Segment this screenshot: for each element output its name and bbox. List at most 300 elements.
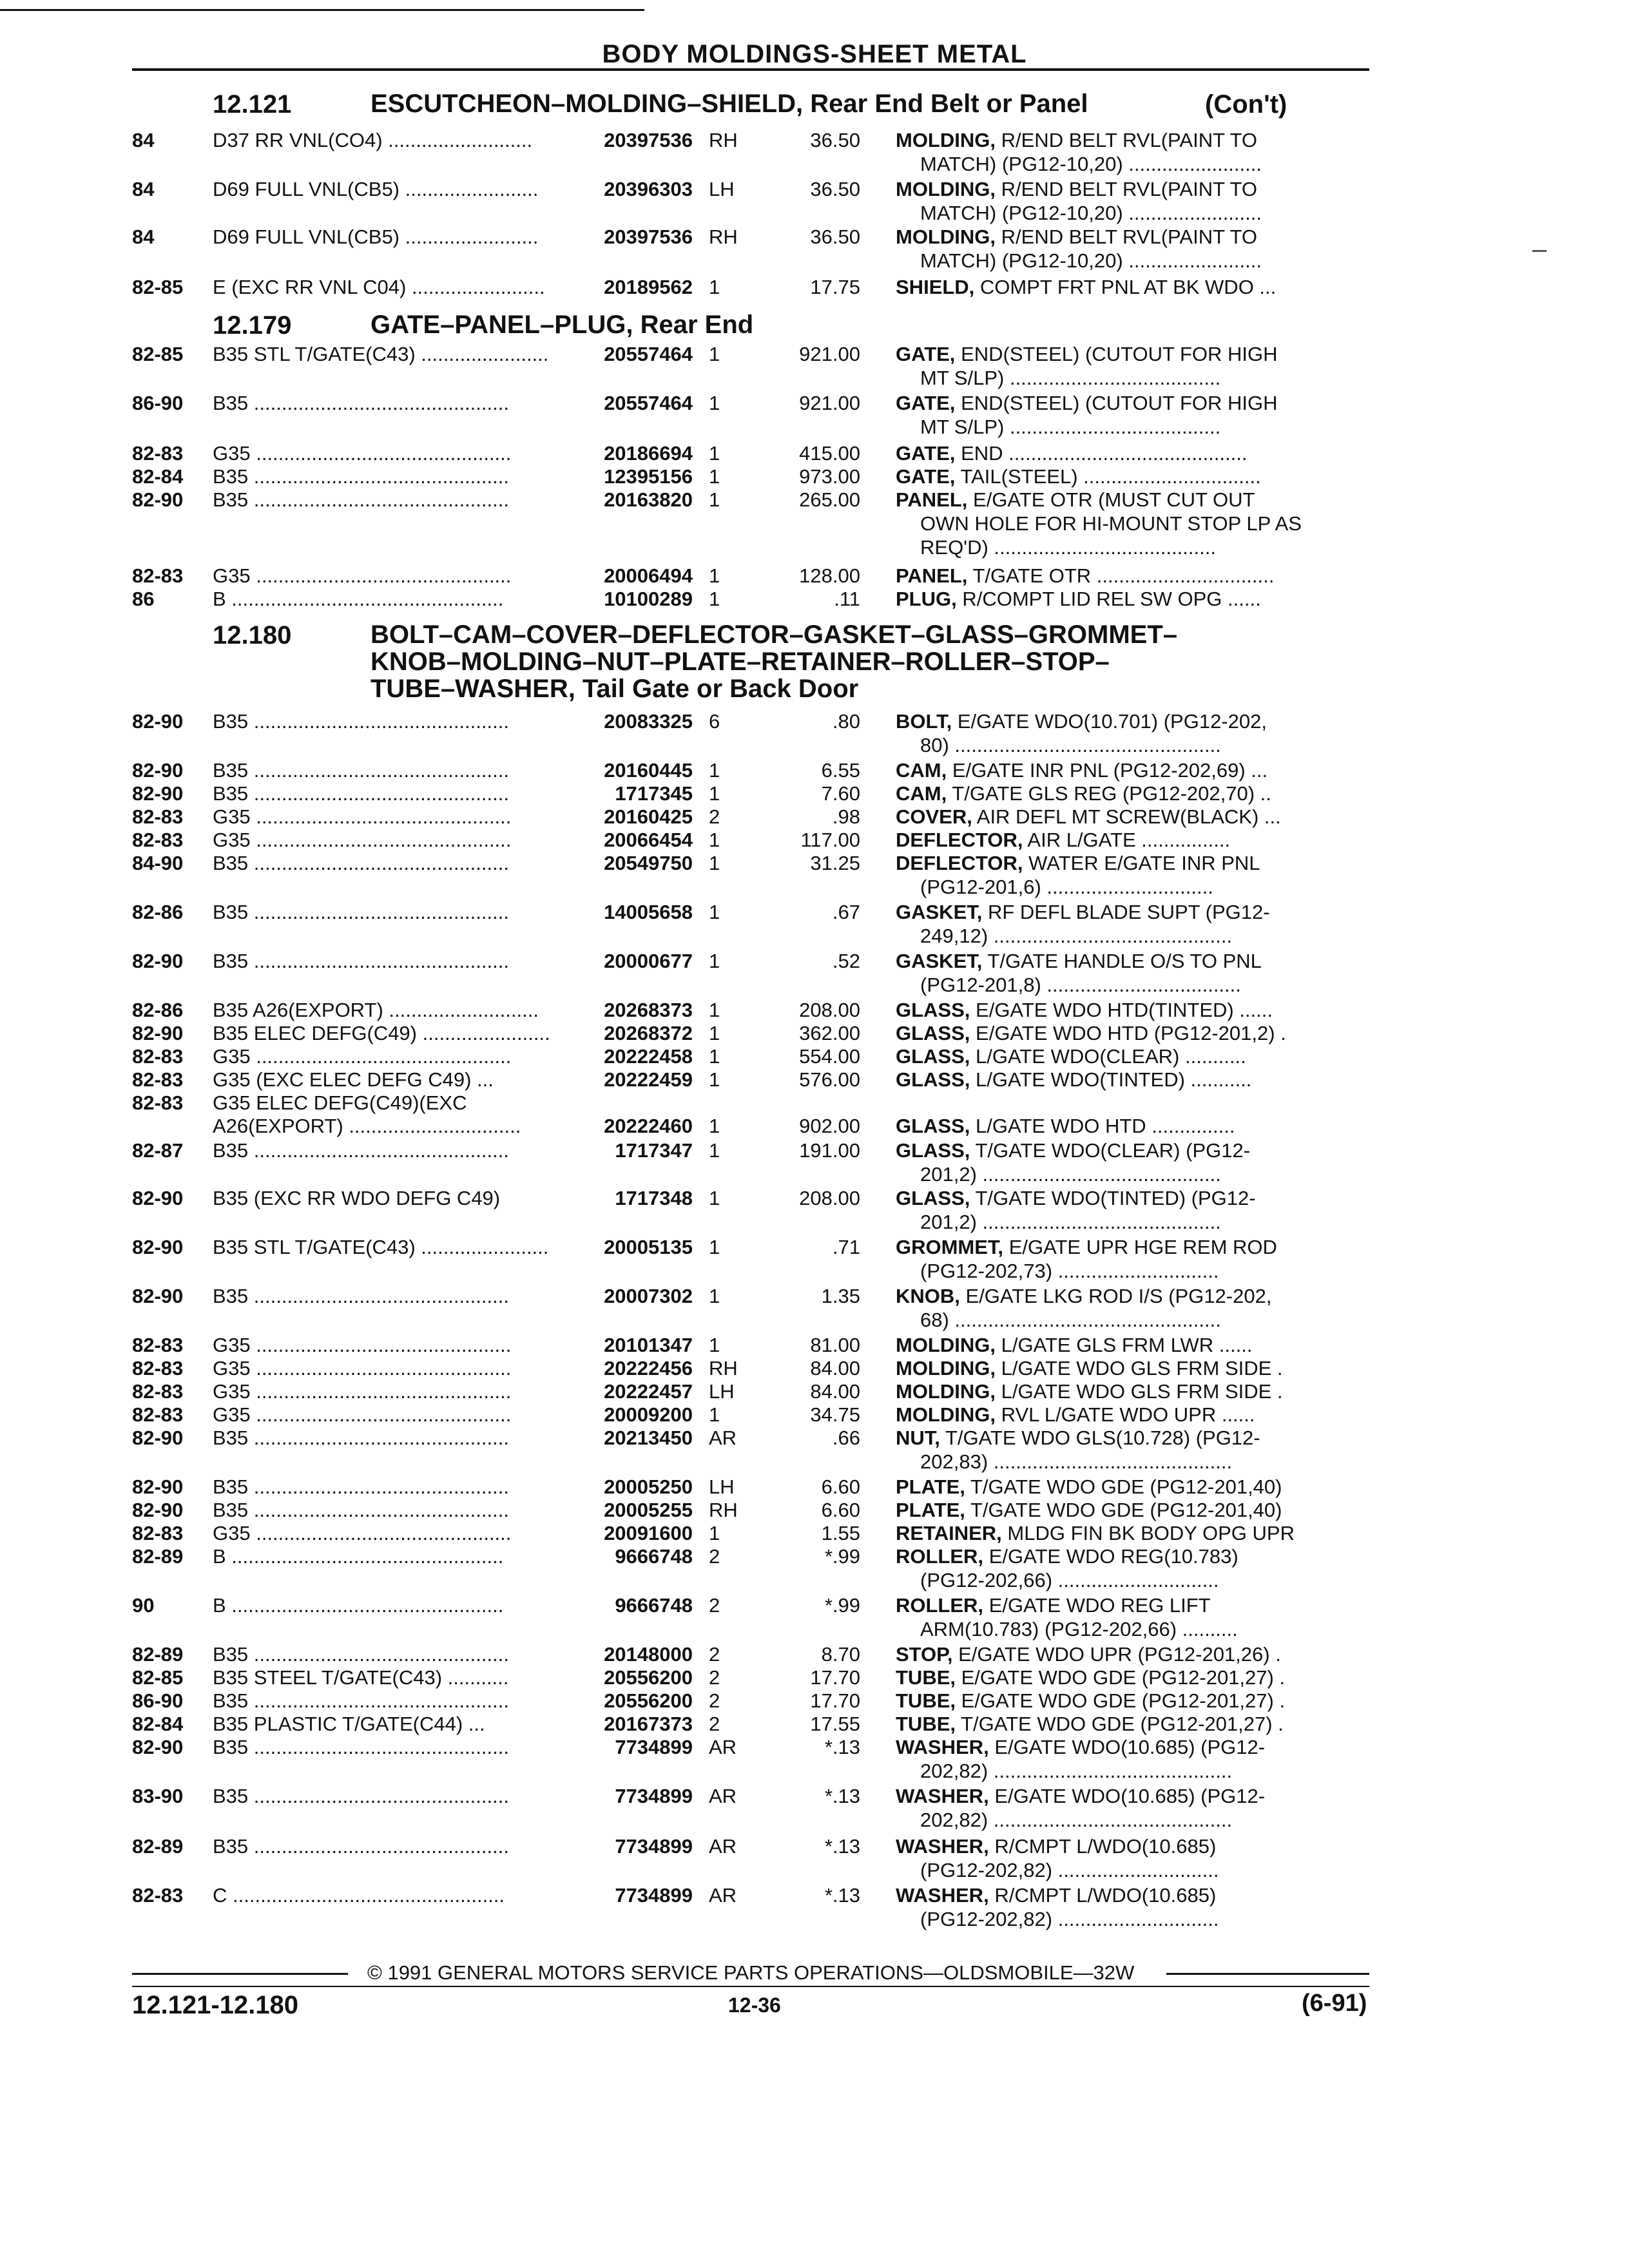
- parts-row: [0, 1334, 1629, 1358]
- price: .80: [832, 710, 860, 733]
- section-title: [371, 311, 753, 338]
- model-description: B35 ..............................................: [213, 488, 509, 511]
- model-years: 82-85: [132, 1666, 184, 1689]
- part-description-line: [896, 178, 1369, 201]
- part-description-text: E/GATE OTR (MUST CUT OUT: [973, 488, 1255, 511]
- part-number: 20213450: [604, 1427, 693, 1449]
- quantity: 1: [709, 999, 720, 1021]
- part-number: 7734899: [615, 1884, 693, 1907]
- model-description: B35 ..............................................: [213, 1499, 509, 1521]
- margin-mark: [1532, 250, 1547, 252]
- price: 208.00: [799, 999, 860, 1021]
- part-description-text: MLDG FIN BK BODY OPG UPR: [1007, 1522, 1295, 1544]
- page-header-title: BODY MOLDINGS-SHEET METAL: [602, 40, 1027, 68]
- price: 84.00: [810, 1380, 860, 1403]
- part-description-text: AIR L/GATE ................: [1027, 829, 1231, 851]
- part-description-text: R/CMPT L/WDO(10.685): [994, 1835, 1217, 1858]
- model-description: B35 ..............................................: [213, 782, 509, 805]
- price: 117.00: [800, 829, 860, 851]
- model-years: 82-83: [132, 1522, 184, 1544]
- part-description-line: [896, 805, 1369, 829]
- part-description-line: 202,82) ...........................................: [920, 1809, 1233, 1831]
- part-number: 20222459: [604, 1068, 693, 1091]
- part-description-line: [896, 1045, 1369, 1068]
- part-name: NUT,: [896, 1427, 940, 1449]
- part-description-line: (PG12-201,8) ...................................: [920, 974, 1241, 996]
- section-title: [371, 90, 1088, 117]
- price: *.99: [824, 1545, 860, 1568]
- part-description-line: (PG12-202,66) .............................: [920, 1569, 1219, 1591]
- part-number: 20397536: [604, 226, 693, 248]
- model-years: 84-90: [132, 852, 184, 874]
- model-description: B35 ..............................................: [213, 1475, 509, 1498]
- quantity: 1: [709, 1285, 720, 1307]
- section-title-line: ESCUTCHEON–MOLDING–SHIELD, Rear End Belt or Panel: [371, 90, 1088, 118]
- part-name: GATE,: [896, 442, 956, 465]
- model-description: B35 ..............................................: [213, 759, 509, 782]
- model-description: B35 ..............................................: [213, 392, 509, 414]
- part-description-text: E/GATE LKG ROD I/S (PG12-202,: [965, 1285, 1272, 1307]
- part-name: BOLT,: [896, 710, 952, 733]
- parts-row: [0, 1115, 1629, 1139]
- quantity: LH: [709, 1475, 735, 1498]
- part-description-line: [896, 829, 1369, 852]
- part-description-line: 202,83) ...........................................: [920, 1450, 1233, 1473]
- model-years: 82-83: [132, 1045, 184, 1068]
- part-description-text: R/END BELT RVL(PAINT TO: [1001, 129, 1258, 151]
- part-number: 20268373: [604, 999, 693, 1021]
- price: 36.50: [810, 178, 860, 200]
- part-number: 1717348: [615, 1187, 693, 1209]
- quantity: 1: [709, 564, 720, 587]
- part-description-text: T/GATE WDO GDE (PG12-201,27) .: [961, 1713, 1284, 1735]
- part-description-text: E/GATE WDO GDE (PG12-201,27) .: [961, 1666, 1286, 1689]
- price: 921.00: [799, 343, 860, 365]
- part-number: 12395156: [604, 465, 693, 488]
- model-years: 82-85: [132, 276, 184, 298]
- part-number: 20000677: [604, 950, 693, 972]
- price: 34.75: [810, 1403, 860, 1426]
- quantity: 2: [709, 805, 720, 828]
- model-description: B35 ..............................................: [213, 1785, 509, 1807]
- part-number: 20163820: [604, 488, 693, 511]
- part-name: GATE,: [896, 343, 956, 365]
- model-description: G35 ..............................................: [213, 1522, 512, 1544]
- part-name: GLASS,: [896, 1068, 970, 1091]
- price: 902.00: [799, 1115, 860, 1137]
- price: 17.55: [810, 1713, 860, 1735]
- model-description: D37 RR VNL(CO4) ..........................: [213, 129, 533, 151]
- quantity: AR: [709, 1736, 737, 1758]
- quantity: 2: [709, 1643, 720, 1666]
- part-description-text: T/GATE WDO GDE (PG12-201,40): [970, 1499, 1282, 1521]
- part-name: GASKET,: [896, 901, 983, 923]
- part-name: WASHER,: [896, 1736, 989, 1758]
- quantity: 1: [709, 1068, 720, 1091]
- model-description: G35 ..............................................: [213, 1380, 512, 1403]
- part-name: DEFLECTOR,: [896, 829, 1023, 851]
- parts-row: [0, 276, 1629, 300]
- quantity: 1: [709, 782, 720, 805]
- part-description-line: [896, 1713, 1369, 1736]
- part-number: 1717347: [615, 1139, 693, 1162]
- part-description-line: [896, 759, 1369, 782]
- part-description-line: 201,2) ...........................................: [920, 1211, 1221, 1233]
- model-description: B35 PLASTIC T/GATE(C44) ...: [213, 1713, 485, 1735]
- price: 81.00: [810, 1334, 860, 1356]
- model-description: B35 STL T/GATE(C43) .......................: [213, 343, 549, 365]
- part-description-line: [896, 782, 1369, 805]
- part-number: 7734899: [615, 1785, 693, 1807]
- part-number: 10100289: [604, 588, 693, 610]
- model-years: 82-86: [132, 999, 184, 1021]
- price: 17.70: [810, 1689, 860, 1712]
- part-name: STOP,: [896, 1643, 953, 1666]
- part-number: 20009200: [604, 1403, 693, 1426]
- part-name: WASHER,: [896, 1785, 989, 1807]
- model-years: 82-84: [132, 465, 184, 488]
- part-number: 7734899: [615, 1736, 693, 1758]
- model-description: B .................................................: [213, 1545, 504, 1568]
- part-description-line: (PG12-202,82) .............................: [920, 1908, 1219, 1930]
- quantity: 2: [709, 1666, 720, 1689]
- part-name: GASKET,: [896, 950, 983, 972]
- quantity: 2: [709, 1689, 720, 1712]
- quantity: 1: [709, 829, 720, 851]
- part-description-line: MATCH) (PG12-10,20) ........................: [920, 249, 1262, 272]
- part-description-line: [896, 1499, 1369, 1522]
- parts-row: [0, 442, 1629, 466]
- part-name: PANEL,: [896, 488, 968, 511]
- part-number: 20160445: [604, 759, 693, 782]
- model-years: 84: [132, 226, 155, 248]
- price: 6.60: [821, 1499, 860, 1521]
- part-number: 9666748: [615, 1545, 693, 1568]
- part-description-line: [896, 1427, 1369, 1450]
- quantity: 1: [709, 1115, 720, 1137]
- part-description-line: (PG12-201,6) ..............................: [920, 876, 1213, 898]
- part-description-text: E/GATE WDO(10.685) (PG12-: [994, 1736, 1266, 1758]
- part-number: 20167373: [604, 1713, 693, 1735]
- parts-row: [0, 1236, 1629, 1282]
- quantity: 1: [709, 1139, 720, 1162]
- part-description-line: [896, 1475, 1369, 1499]
- parts-row: [0, 1187, 1629, 1233]
- part-number: 20148000: [604, 1643, 693, 1666]
- price: *.13: [824, 1785, 860, 1807]
- model-description: B35 ..............................................: [213, 1139, 509, 1162]
- part-name: TUBE,: [896, 1713, 956, 1735]
- part-description-text: R/END BELT RVL(PAINT TO: [1001, 226, 1258, 248]
- header-rule: [132, 68, 1369, 71]
- footer-copyright: © 1991 GENERAL MOTORS SERVICE PARTS OPERATIONS—OLDSMOBILE—32W: [367, 1961, 1135, 1984]
- quantity: 1: [709, 1522, 720, 1544]
- model-description: B35 ..............................................: [213, 1689, 509, 1712]
- part-description-line: (PG12-202,73) .............................: [920, 1260, 1219, 1282]
- part-description-line: [896, 1022, 1369, 1045]
- model-description: B35 ..............................................: [213, 1835, 509, 1858]
- section-number: 12.179: [213, 311, 292, 340]
- quantity: 1: [709, 1403, 720, 1426]
- parts-row: [0, 588, 1629, 612]
- part-description-line: [896, 1643, 1369, 1666]
- part-number: 20005250: [604, 1475, 693, 1498]
- part-description-text: WATER E/GATE INR PNL: [1028, 852, 1260, 874]
- part-name: CAM,: [896, 759, 947, 782]
- parts-row: [0, 226, 1629, 272]
- price: 208.00: [799, 1187, 860, 1209]
- model-years: 86-90: [132, 1689, 184, 1712]
- model-years: 82-90: [132, 1285, 184, 1307]
- part-description-line: [896, 852, 1369, 875]
- quantity: RH: [709, 226, 738, 248]
- part-name: GROMMET,: [896, 1236, 1004, 1258]
- model-description: E (EXC RR VNL C04) ........................: [213, 276, 545, 298]
- price: 1.55: [821, 1522, 860, 1544]
- part-number: 20556200: [604, 1689, 693, 1712]
- quantity: 1: [709, 1187, 720, 1209]
- quantity: 1: [709, 1236, 720, 1258]
- part-description-text: T/GATE WDO GLS(10.728) (PG12-: [945, 1427, 1260, 1449]
- model-years: 83-90: [132, 1785, 184, 1807]
- section-title-line: BOLT–CAM–COVER–DEFLECTOR–GASKET–GLASS–GROMMET–: [371, 620, 1178, 649]
- part-name: PLATE,: [896, 1475, 965, 1498]
- part-number: 20268372: [604, 1022, 693, 1044]
- part-number: 20222458: [604, 1045, 693, 1068]
- part-name: TUBE,: [896, 1666, 956, 1689]
- footer-rule-bottom: [132, 1986, 1369, 1987]
- part-description-line: REQ'D) ........................................: [920, 536, 1216, 559]
- part-name: GLASS,: [896, 1022, 970, 1044]
- section-number: 12.180: [213, 621, 292, 649]
- parts-row: [0, 1522, 1629, 1546]
- model-description: B35 STEEL T/GATE(C43) ...........: [213, 1666, 509, 1689]
- quantity: 2: [709, 1594, 720, 1617]
- part-description-line: [896, 950, 1369, 973]
- model-description: B .................................................: [213, 1594, 504, 1617]
- model-description: B35 ELEC DEFG(C49) .......................: [213, 1022, 550, 1044]
- price: 17.75: [810, 276, 860, 298]
- part-description-text: RVL L/GATE WDO UPR ......: [1001, 1403, 1255, 1426]
- section-title-line: GATE–PANEL–PLUG, Rear End: [371, 311, 754, 339]
- model-years: 82-89: [132, 1545, 184, 1568]
- part-description-line: 202,82) ...........................................: [920, 1760, 1233, 1782]
- part-name: ROLLER,: [896, 1594, 984, 1617]
- part-description-line: [896, 1884, 1369, 1907]
- part-description-text: T/GATE GLS REG (PG12-202,70) ..: [952, 782, 1271, 805]
- parts-row: [0, 1285, 1629, 1331]
- parts-row: [0, 759, 1629, 783]
- parts-row: [0, 1594, 1629, 1640]
- part-name: PLUG,: [896, 588, 957, 610]
- footer-page-number: 12-36: [728, 1994, 781, 2017]
- parts-row: [0, 1499, 1629, 1523]
- model-description: G35 ELEC DEFG(C49)(EXC: [213, 1091, 467, 1114]
- part-name: GLASS,: [896, 999, 970, 1021]
- price: 6.60: [821, 1475, 860, 1498]
- model-description: G35 ..............................................: [213, 1045, 512, 1068]
- quantity: RH: [709, 129, 738, 151]
- part-description-line: MT S/LP) ......................................: [920, 416, 1221, 438]
- part-name: PANEL,: [896, 564, 968, 587]
- model-description: B35 ..............................................: [213, 1285, 509, 1307]
- quantity: LH: [709, 178, 735, 200]
- part-description-line: [896, 1403, 1369, 1427]
- part-description-line: 249,12) ...........................................: [920, 925, 1233, 947]
- model-years: 82-83: [132, 442, 184, 465]
- model-years: 82-90: [132, 1427, 184, 1449]
- part-description-line: [896, 343, 1369, 366]
- part-number: 20556200: [604, 1666, 693, 1689]
- price: 921.00: [799, 392, 860, 414]
- part-description-text: E/GATE INR PNL (PG12-202,69) ...: [952, 759, 1268, 782]
- price: 17.70: [810, 1666, 860, 1689]
- parts-row: [0, 1022, 1629, 1046]
- section-title-line: KNOB–MOLDING–NUT–PLATE–RETAINER–ROLLER–STOP–: [371, 648, 1110, 676]
- model-years: 86: [132, 588, 155, 610]
- model-years: 82-90: [132, 782, 184, 805]
- part-description-line: [896, 1357, 1369, 1380]
- price: 36.50: [810, 129, 860, 151]
- price: .66: [832, 1427, 860, 1449]
- part-number: 20160425: [604, 805, 693, 828]
- part-number: 20222457: [604, 1380, 693, 1403]
- footer-section-range: 12.121-12.180: [132, 1991, 299, 2019]
- model-years: 82-83: [132, 1884, 184, 1907]
- price: *.13: [824, 1835, 860, 1858]
- model-description: A26(EXPORT) ...............................: [213, 1115, 521, 1137]
- part-name: RETAINER,: [896, 1522, 1002, 1544]
- part-description-line: [896, 442, 1369, 465]
- part-name: MOLDING,: [896, 226, 996, 248]
- quantity: RH: [709, 1499, 738, 1521]
- model-years: 82-87: [132, 1139, 184, 1162]
- parts-row: [0, 1403, 1629, 1428]
- part-number: 20549750: [604, 852, 693, 874]
- quantity: 1: [709, 488, 720, 511]
- parts-row: [0, 465, 1629, 490]
- part-description-text: L/GATE WDO GLS FRM SIDE .: [1001, 1357, 1283, 1379]
- part-description-text: E/GATE WDO(10.701) (PG12-202,: [957, 710, 1267, 733]
- part-description-line: [896, 1139, 1369, 1162]
- parts-row: [0, 178, 1629, 224]
- part-name: KNOB,: [896, 1285, 960, 1307]
- model-years: 82-90: [132, 950, 184, 972]
- part-description-line: (PG12-202,82) .............................: [920, 1859, 1219, 1881]
- part-description-text: COMPT FRT PNL AT BK WDO ...: [979, 276, 1277, 298]
- part-description-text: E/GATE WDO HTD (PG12-201,2) .: [976, 1022, 1286, 1044]
- part-description-text: E/GATE WDO GDE (PG12-201,27) .: [961, 1689, 1286, 1712]
- part-name: MOLDING,: [896, 1357, 996, 1379]
- parts-row: [0, 1475, 1629, 1500]
- part-description-text: END ...........................................: [961, 442, 1248, 465]
- quantity: LH: [709, 1380, 735, 1403]
- parts-row: [0, 343, 1629, 389]
- part-description-text: E/GATE WDO UPR (PG12-201,26) .: [958, 1643, 1281, 1666]
- price: 973.00: [799, 465, 860, 488]
- price: *.13: [824, 1884, 860, 1907]
- parts-row: [0, 1689, 1629, 1714]
- price: 265.00: [799, 488, 860, 511]
- model-years: 82-83: [132, 1380, 184, 1403]
- quantity: AR: [709, 1835, 737, 1858]
- parts-row: [0, 999, 1629, 1023]
- parts-row: [0, 1835, 1629, 1881]
- model-description: B35 ..............................................: [213, 1736, 509, 1758]
- part-description-text: END(STEEL) (CUTOUT FOR HIGH: [961, 392, 1278, 414]
- model-years: 82-83: [132, 1068, 184, 1091]
- footer-rule-left: [132, 1973, 348, 1975]
- part-description-text: END(STEEL) (CUTOUT FOR HIGH: [961, 343, 1278, 365]
- quantity: 1: [709, 392, 720, 414]
- part-description-line: [896, 1785, 1369, 1808]
- model-years: 82-90: [132, 1022, 184, 1044]
- model-years: 82-89: [132, 1643, 184, 1666]
- parts-row: [0, 805, 1629, 830]
- parts-row: [0, 1884, 1629, 1930]
- part-description-text: E/GATE WDO REG LIFT: [988, 1594, 1211, 1617]
- model-years: 84: [132, 178, 155, 200]
- part-description-text: L/GATE WDO GLS FRM SIDE .: [1001, 1380, 1283, 1403]
- price: *.99: [824, 1594, 860, 1617]
- model-years: 90: [132, 1594, 155, 1617]
- quantity: 1: [709, 465, 720, 488]
- price: 362.00: [799, 1022, 860, 1044]
- section-continued-label: (Con't): [1205, 90, 1287, 119]
- model-years: 82-83: [132, 1334, 184, 1356]
- model-years: 82-89: [132, 1835, 184, 1858]
- part-name: MOLDING,: [896, 1380, 996, 1403]
- part-name: GLASS,: [896, 1139, 970, 1162]
- part-description-line: [896, 1068, 1369, 1091]
- price: .52: [832, 950, 860, 972]
- parts-row: [0, 1045, 1629, 1070]
- part-description-line: [896, 588, 1369, 611]
- part-name: COVER,: [896, 805, 972, 828]
- model-years: 82-90: [132, 1236, 184, 1258]
- quantity: AR: [709, 1884, 737, 1907]
- parts-row: [0, 1357, 1629, 1381]
- parts-row: [0, 392, 1629, 438]
- parts-row: [0, 1545, 1629, 1591]
- model-description: B35 ..............................................: [213, 852, 509, 874]
- parts-row: [0, 901, 1629, 947]
- part-description-text: R/CMPT L/WDO(10.685): [994, 1884, 1217, 1907]
- model-description: B35 (EXC RR WDO DEFG C49): [213, 1187, 501, 1209]
- quantity: 6: [709, 710, 720, 733]
- part-description-text: T/GATE OTR ................................: [972, 564, 1275, 587]
- part-number: 20396303: [604, 178, 693, 200]
- part-description-line: OWN HOLE FOR HI-MOUNT STOP LP AS: [920, 512, 1302, 535]
- part-description-line: [896, 999, 1369, 1022]
- part-description-text: L/GATE GLS FRM LWR ......: [1001, 1334, 1253, 1356]
- part-description-line: MT S/LP) ......................................: [920, 367, 1221, 389]
- part-description-line: [896, 465, 1369, 488]
- price: 6.55: [821, 759, 860, 782]
- parts-row: [0, 1068, 1629, 1093]
- section-number: 12.121: [213, 90, 292, 119]
- model-years: 82-83: [132, 805, 184, 828]
- model-description: G35 ..............................................: [213, 564, 512, 587]
- model-description: B35 ..............................................: [213, 1643, 509, 1666]
- model-description: G35 ..............................................: [213, 442, 512, 465]
- part-name: PLATE,: [896, 1499, 965, 1521]
- quantity: 1: [709, 852, 720, 874]
- quantity: AR: [709, 1785, 737, 1807]
- model-years: 82-90: [132, 759, 184, 782]
- part-number: 20005135: [604, 1236, 693, 1258]
- model-years: 82-83: [132, 829, 184, 851]
